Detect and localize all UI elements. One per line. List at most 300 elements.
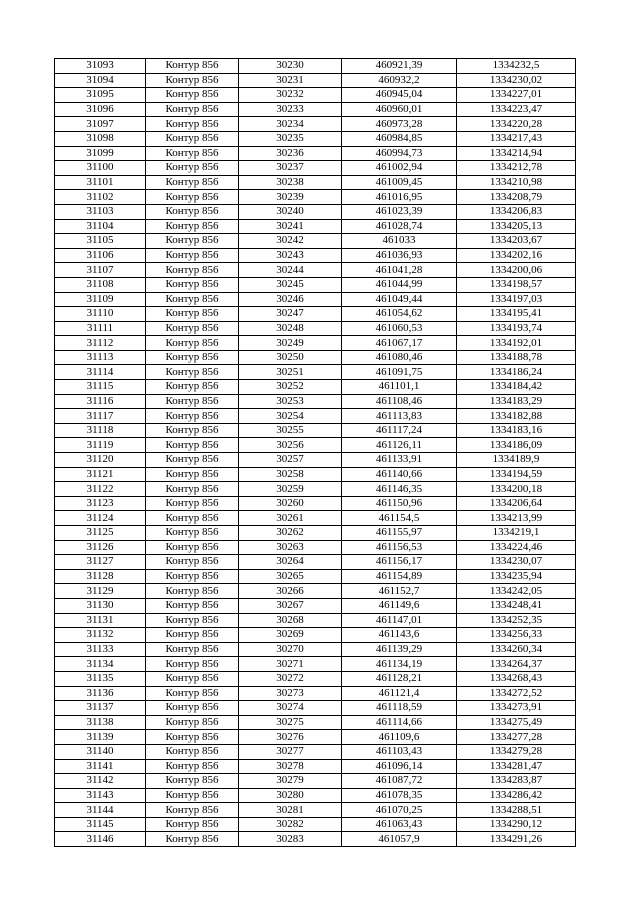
x-coordinate-cell: 461121,4	[342, 686, 457, 701]
point-number-cell: 31126	[55, 540, 146, 555]
y-coordinate-cell: 1334210,98	[457, 175, 576, 190]
point-number-cell: 31137	[55, 701, 146, 716]
x-coordinate-cell: 460921,39	[342, 59, 457, 74]
contour-name-cell: Контур 856	[146, 234, 239, 249]
y-coordinate-cell: 1334206,64	[457, 496, 576, 511]
x-coordinate-cell: 461036,93	[342, 248, 457, 263]
point-number-cell: 31117	[55, 409, 146, 424]
point-number-cell: 31132	[55, 628, 146, 643]
x-coordinate-cell: 461113,83	[342, 409, 457, 424]
contour-name-cell: Контур 856	[146, 307, 239, 322]
contour-name-cell: Контур 856	[146, 671, 239, 686]
vertex-number-cell: 30244	[239, 263, 342, 278]
contour-name-cell: Контур 856	[146, 117, 239, 132]
x-coordinate-cell: 461078,35	[342, 788, 457, 803]
point-number-cell: 31136	[55, 686, 146, 701]
point-number-cell: 31105	[55, 234, 146, 249]
y-coordinate-cell: 1334272,52	[457, 686, 576, 701]
x-coordinate-cell: 461146,35	[342, 482, 457, 497]
x-coordinate-cell: 461108,46	[342, 394, 457, 409]
vertex-number-cell: 30265	[239, 569, 342, 584]
contour-name-cell: Контур 856	[146, 730, 239, 745]
point-number-cell: 31121	[55, 467, 146, 482]
contour-name-cell: Контур 856	[146, 657, 239, 672]
x-coordinate-cell: 461156,17	[342, 555, 457, 570]
vertex-number-cell: 30243	[239, 248, 342, 263]
y-coordinate-cell: 1334219,1	[457, 526, 576, 541]
vertex-number-cell: 30266	[239, 584, 342, 599]
vertex-number-cell: 30271	[239, 657, 342, 672]
y-coordinate-cell: 1334252,35	[457, 613, 576, 628]
y-coordinate-cell: 1334223,47	[457, 102, 576, 117]
y-coordinate-cell: 1334256,33	[457, 628, 576, 643]
vertex-number-cell: 30280	[239, 788, 342, 803]
contour-name-cell: Контур 856	[146, 263, 239, 278]
vertex-number-cell: 30254	[239, 409, 342, 424]
contour-name-cell: Контур 856	[146, 292, 239, 307]
x-coordinate-cell: 460994,73	[342, 146, 457, 161]
y-coordinate-cell: 1334188,78	[457, 350, 576, 365]
point-number-cell: 31106	[55, 248, 146, 263]
point-number-cell: 31108	[55, 277, 146, 292]
contour-name-cell: Контур 856	[146, 350, 239, 365]
x-coordinate-cell: 460984,85	[342, 131, 457, 146]
table-row	[55, 307, 576, 322]
y-coordinate-cell: 1334264,37	[457, 657, 576, 672]
vertex-number-cell: 30262	[239, 526, 342, 541]
vertex-number-cell: 30251	[239, 365, 342, 380]
x-coordinate-cell: 461154,89	[342, 569, 457, 584]
vertex-number-cell: 30253	[239, 394, 342, 409]
contour-name-cell: Контур 856	[146, 73, 239, 88]
y-coordinate-cell: 1334242,05	[457, 584, 576, 599]
y-coordinate-cell: 1334186,09	[457, 438, 576, 453]
y-coordinate-cell: 1334183,16	[457, 423, 576, 438]
table-row	[55, 744, 576, 759]
x-coordinate-cell: 461128,21	[342, 671, 457, 686]
contour-name-cell: Контур 856	[146, 365, 239, 380]
y-coordinate-cell: 1334288,51	[457, 803, 576, 818]
vertex-number-cell: 30245	[239, 277, 342, 292]
x-coordinate-cell: 461149,6	[342, 598, 457, 613]
vertex-number-cell: 30236	[239, 146, 342, 161]
x-coordinate-cell: 461126,11	[342, 438, 457, 453]
table-row	[55, 365, 576, 380]
y-coordinate-cell: 1334214,94	[457, 146, 576, 161]
table-row	[55, 380, 576, 395]
vertex-number-cell: 30273	[239, 686, 342, 701]
y-coordinate-cell: 1334277,28	[457, 730, 576, 745]
y-coordinate-cell: 1334206,83	[457, 204, 576, 219]
y-coordinate-cell: 1334195,41	[457, 307, 576, 322]
point-number-cell: 31127	[55, 555, 146, 570]
contour-name-cell: Контур 856	[146, 569, 239, 584]
point-number-cell: 31141	[55, 759, 146, 774]
x-coordinate-cell: 461028,74	[342, 219, 457, 234]
x-coordinate-cell: 461118,59	[342, 701, 457, 716]
x-coordinate-cell: 461150,96	[342, 496, 457, 511]
y-coordinate-cell: 1334212,78	[457, 161, 576, 176]
vertex-number-cell: 30234	[239, 117, 342, 132]
x-coordinate-cell: 461134,19	[342, 657, 457, 672]
point-number-cell: 31113	[55, 350, 146, 365]
y-coordinate-cell: 1334220,28	[457, 117, 576, 132]
contour-name-cell: Контур 856	[146, 628, 239, 643]
vertex-number-cell: 30275	[239, 715, 342, 730]
y-coordinate-cell: 1334184,42	[457, 380, 576, 395]
contour-name-cell: Контур 856	[146, 584, 239, 599]
x-coordinate-cell: 461009,45	[342, 175, 457, 190]
y-coordinate-cell: 1334182,88	[457, 409, 576, 424]
table-row	[55, 628, 576, 643]
point-number-cell: 31118	[55, 423, 146, 438]
x-coordinate-cell: 461044,99	[342, 277, 457, 292]
contour-name-cell: Контур 856	[146, 161, 239, 176]
x-coordinate-cell: 461152,7	[342, 584, 457, 599]
vertex-number-cell: 30283	[239, 832, 342, 847]
vertex-number-cell: 30257	[239, 453, 342, 468]
x-coordinate-cell: 461140,66	[342, 467, 457, 482]
y-coordinate-cell: 1334208,79	[457, 190, 576, 205]
y-coordinate-cell: 1334186,24	[457, 365, 576, 380]
x-coordinate-cell: 461156,53	[342, 540, 457, 555]
table-row	[55, 102, 576, 117]
contour-name-cell: Контур 856	[146, 701, 239, 716]
y-coordinate-cell: 1334189,9	[457, 453, 576, 468]
point-number-cell: 31103	[55, 204, 146, 219]
y-coordinate-cell: 1334230,02	[457, 73, 576, 88]
vertex-number-cell: 30264	[239, 555, 342, 570]
table-row	[55, 817, 576, 832]
vertex-number-cell: 30248	[239, 321, 342, 336]
x-coordinate-cell: 461096,14	[342, 759, 457, 774]
x-coordinate-cell: 461155,97	[342, 526, 457, 541]
point-number-cell: 31140	[55, 744, 146, 759]
table-row	[55, 350, 576, 365]
coordinates-table	[54, 58, 576, 847]
table-row	[55, 277, 576, 292]
table-row	[55, 190, 576, 205]
point-number-cell: 31133	[55, 642, 146, 657]
y-coordinate-cell: 1334217,43	[457, 131, 576, 146]
y-coordinate-cell: 1334200,18	[457, 482, 576, 497]
vertex-number-cell: 30256	[239, 438, 342, 453]
table-row	[55, 73, 576, 88]
contour-name-cell: Контур 856	[146, 496, 239, 511]
contour-name-cell: Контур 856	[146, 555, 239, 570]
x-coordinate-cell: 461070,25	[342, 803, 457, 818]
table-row	[55, 88, 576, 103]
point-number-cell: 31115	[55, 380, 146, 395]
x-coordinate-cell: 461080,46	[342, 350, 457, 365]
y-coordinate-cell: 1334283,87	[457, 774, 576, 789]
y-coordinate-cell: 1334232,5	[457, 59, 576, 74]
table-row	[55, 234, 576, 249]
point-number-cell: 31109	[55, 292, 146, 307]
x-coordinate-cell: 461147,01	[342, 613, 457, 628]
x-coordinate-cell: 461117,24	[342, 423, 457, 438]
vertex-number-cell: 30230	[239, 59, 342, 74]
y-coordinate-cell: 1334205,13	[457, 219, 576, 234]
point-number-cell: 31134	[55, 657, 146, 672]
table-row	[55, 803, 576, 818]
vertex-number-cell: 30250	[239, 350, 342, 365]
point-number-cell: 31145	[55, 817, 146, 832]
point-number-cell: 31119	[55, 438, 146, 453]
point-number-cell: 31128	[55, 569, 146, 584]
y-coordinate-cell: 1334260,34	[457, 642, 576, 657]
point-number-cell: 31114	[55, 365, 146, 380]
vertex-number-cell: 30239	[239, 190, 342, 205]
y-coordinate-cell: 1334235,94	[457, 569, 576, 584]
table-row	[55, 759, 576, 774]
point-number-cell: 31104	[55, 219, 146, 234]
contour-name-cell: Контур 856	[146, 423, 239, 438]
contour-name-cell: Контур 856	[146, 88, 239, 103]
contour-name-cell: Контур 856	[146, 511, 239, 526]
point-number-cell: 31139	[55, 730, 146, 745]
y-coordinate-cell: 1334224,46	[457, 540, 576, 555]
table-row	[55, 146, 576, 161]
vertex-number-cell: 30274	[239, 701, 342, 716]
x-coordinate-cell: 461067,17	[342, 336, 457, 351]
x-coordinate-cell: 461114,66	[342, 715, 457, 730]
contour-name-cell: Контур 856	[146, 146, 239, 161]
contour-name-cell: Контур 856	[146, 467, 239, 482]
x-coordinate-cell: 461109,6	[342, 730, 457, 745]
contour-name-cell: Контур 856	[146, 832, 239, 847]
point-number-cell: 31101	[55, 175, 146, 190]
vertex-number-cell: 30233	[239, 102, 342, 117]
table-row	[55, 438, 576, 453]
point-number-cell: 31096	[55, 102, 146, 117]
x-coordinate-cell: 461091,75	[342, 365, 457, 380]
vertex-number-cell: 30282	[239, 817, 342, 832]
contour-name-cell: Контур 856	[146, 774, 239, 789]
point-number-cell: 31129	[55, 584, 146, 599]
vertex-number-cell: 30232	[239, 88, 342, 103]
point-number-cell: 31110	[55, 307, 146, 322]
x-coordinate-cell: 460960,01	[342, 102, 457, 117]
point-number-cell: 31125	[55, 526, 146, 541]
contour-name-cell: Контур 856	[146, 598, 239, 613]
vertex-number-cell: 30272	[239, 671, 342, 686]
contour-name-cell: Контур 856	[146, 336, 239, 351]
y-coordinate-cell: 1334193,74	[457, 321, 576, 336]
contour-name-cell: Контур 856	[146, 526, 239, 541]
vertex-number-cell: 30231	[239, 73, 342, 88]
table-row	[55, 219, 576, 234]
y-coordinate-cell: 1334291,26	[457, 832, 576, 847]
point-number-cell: 31120	[55, 453, 146, 468]
contour-name-cell: Контур 856	[146, 190, 239, 205]
contour-name-cell: Контур 856	[146, 102, 239, 117]
y-coordinate-cell: 1334213,99	[457, 511, 576, 526]
point-number-cell: 31144	[55, 803, 146, 818]
point-number-cell: 31138	[55, 715, 146, 730]
table-row	[55, 832, 576, 847]
point-number-cell: 31131	[55, 613, 146, 628]
vertex-number-cell: 30235	[239, 131, 342, 146]
x-coordinate-cell: 461016,95	[342, 190, 457, 205]
y-coordinate-cell: 1334279,28	[457, 744, 576, 759]
contour-name-cell: Контур 856	[146, 686, 239, 701]
x-coordinate-cell: 460932,2	[342, 73, 457, 88]
contour-name-cell: Контур 856	[146, 394, 239, 409]
table-row	[55, 161, 576, 176]
x-coordinate-cell: 461023,39	[342, 204, 457, 219]
y-coordinate-cell: 1334202,16	[457, 248, 576, 263]
vertex-number-cell: 30267	[239, 598, 342, 613]
vertex-number-cell: 30270	[239, 642, 342, 657]
x-coordinate-cell: 460973,28	[342, 117, 457, 132]
x-coordinate-cell: 461063,43	[342, 817, 457, 832]
point-number-cell: 31095	[55, 88, 146, 103]
contour-name-cell: Контур 856	[146, 248, 239, 263]
x-coordinate-cell: 461101,1	[342, 380, 457, 395]
table-row	[55, 482, 576, 497]
vertex-number-cell: 30268	[239, 613, 342, 628]
y-coordinate-cell: 1334275,49	[457, 715, 576, 730]
table-row	[55, 175, 576, 190]
table-row	[55, 292, 576, 307]
contour-name-cell: Контур 856	[146, 715, 239, 730]
vertex-number-cell: 30249	[239, 336, 342, 351]
contour-name-cell: Контур 856	[146, 321, 239, 336]
table-row	[55, 511, 576, 526]
contour-name-cell: Контур 856	[146, 380, 239, 395]
table-row	[55, 263, 576, 278]
point-number-cell: 31111	[55, 321, 146, 336]
x-coordinate-cell: 461154,5	[342, 511, 457, 526]
contour-name-cell: Контур 856	[146, 59, 239, 74]
vertex-number-cell: 30269	[239, 628, 342, 643]
x-coordinate-cell: 461103,43	[342, 744, 457, 759]
table-row	[55, 540, 576, 555]
table-row	[55, 423, 576, 438]
x-coordinate-cell: 461049,44	[342, 292, 457, 307]
contour-name-cell: Контур 856	[146, 642, 239, 657]
table-row	[55, 467, 576, 482]
vertex-number-cell: 30281	[239, 803, 342, 818]
point-number-cell: 31102	[55, 190, 146, 205]
table-row	[55, 657, 576, 672]
vertex-number-cell: 30255	[239, 423, 342, 438]
contour-name-cell: Контур 856	[146, 277, 239, 292]
contour-name-cell: Контур 856	[146, 744, 239, 759]
y-coordinate-cell: 1334198,57	[457, 277, 576, 292]
point-number-cell: 31123	[55, 496, 146, 511]
vertex-number-cell: 30241	[239, 219, 342, 234]
vertex-number-cell: 30260	[239, 496, 342, 511]
contour-name-cell: Контур 856	[146, 817, 239, 832]
vertex-number-cell: 30259	[239, 482, 342, 497]
point-number-cell: 31112	[55, 336, 146, 351]
table-row	[55, 555, 576, 570]
table-row	[55, 715, 576, 730]
x-coordinate-cell: 461143,6	[342, 628, 457, 643]
vertex-number-cell: 30279	[239, 774, 342, 789]
x-coordinate-cell: 461033	[342, 234, 457, 249]
point-number-cell: 31099	[55, 146, 146, 161]
table-row	[55, 248, 576, 263]
vertex-number-cell: 30242	[239, 234, 342, 249]
point-number-cell: 31130	[55, 598, 146, 613]
table-row	[55, 642, 576, 657]
point-number-cell: 31142	[55, 774, 146, 789]
vertex-number-cell: 30252	[239, 380, 342, 395]
y-coordinate-cell: 1334183,29	[457, 394, 576, 409]
y-coordinate-cell: 1334273,91	[457, 701, 576, 716]
table-row	[55, 131, 576, 146]
y-coordinate-cell: 1334268,43	[457, 671, 576, 686]
table-row	[55, 701, 576, 716]
y-coordinate-cell: 1334248,41	[457, 598, 576, 613]
y-coordinate-cell: 1334200,06	[457, 263, 576, 278]
point-number-cell: 31097	[55, 117, 146, 132]
point-number-cell: 31122	[55, 482, 146, 497]
vertex-number-cell: 30247	[239, 307, 342, 322]
point-number-cell: 31135	[55, 671, 146, 686]
vertex-number-cell: 30278	[239, 759, 342, 774]
point-number-cell: 31124	[55, 511, 146, 526]
y-coordinate-cell: 1334194,59	[457, 467, 576, 482]
table-row	[55, 613, 576, 628]
table-row	[55, 409, 576, 424]
table-row	[55, 117, 576, 132]
table-row	[55, 686, 576, 701]
contour-name-cell: Контур 856	[146, 409, 239, 424]
contour-name-cell: Контур 856	[146, 438, 239, 453]
contour-name-cell: Контур 856	[146, 131, 239, 146]
point-number-cell: 31093	[55, 59, 146, 74]
contour-name-cell: Контур 856	[146, 204, 239, 219]
contour-name-cell: Контур 856	[146, 803, 239, 818]
table-row	[55, 321, 576, 336]
table-row	[55, 569, 576, 584]
contour-name-cell: Контур 856	[146, 219, 239, 234]
y-coordinate-cell: 1334192,01	[457, 336, 576, 351]
table-row	[55, 394, 576, 409]
coordinates-table-body	[55, 59, 576, 847]
contour-name-cell: Контур 856	[146, 759, 239, 774]
table-row	[55, 584, 576, 599]
vertex-number-cell: 30238	[239, 175, 342, 190]
table-row	[55, 204, 576, 219]
contour-name-cell: Контур 856	[146, 482, 239, 497]
x-coordinate-cell: 461002,94	[342, 161, 457, 176]
point-number-cell: 31094	[55, 73, 146, 88]
vertex-number-cell: 30258	[239, 467, 342, 482]
contour-name-cell: Контур 856	[146, 788, 239, 803]
point-number-cell: 31098	[55, 131, 146, 146]
table-row	[55, 788, 576, 803]
contour-name-cell: Контур 856	[146, 540, 239, 555]
table-row	[55, 496, 576, 511]
vertex-number-cell: 30261	[239, 511, 342, 526]
point-number-cell: 31107	[55, 263, 146, 278]
vertex-number-cell: 30277	[239, 744, 342, 759]
x-coordinate-cell: 461041,28	[342, 263, 457, 278]
y-coordinate-cell: 1334197,03	[457, 292, 576, 307]
point-number-cell: 31146	[55, 832, 146, 847]
table-row	[55, 526, 576, 541]
point-number-cell: 31100	[55, 161, 146, 176]
contour-name-cell: Контур 856	[146, 175, 239, 190]
vertex-number-cell: 30246	[239, 292, 342, 307]
vertex-number-cell: 30276	[239, 730, 342, 745]
x-coordinate-cell: 461054,62	[342, 307, 457, 322]
